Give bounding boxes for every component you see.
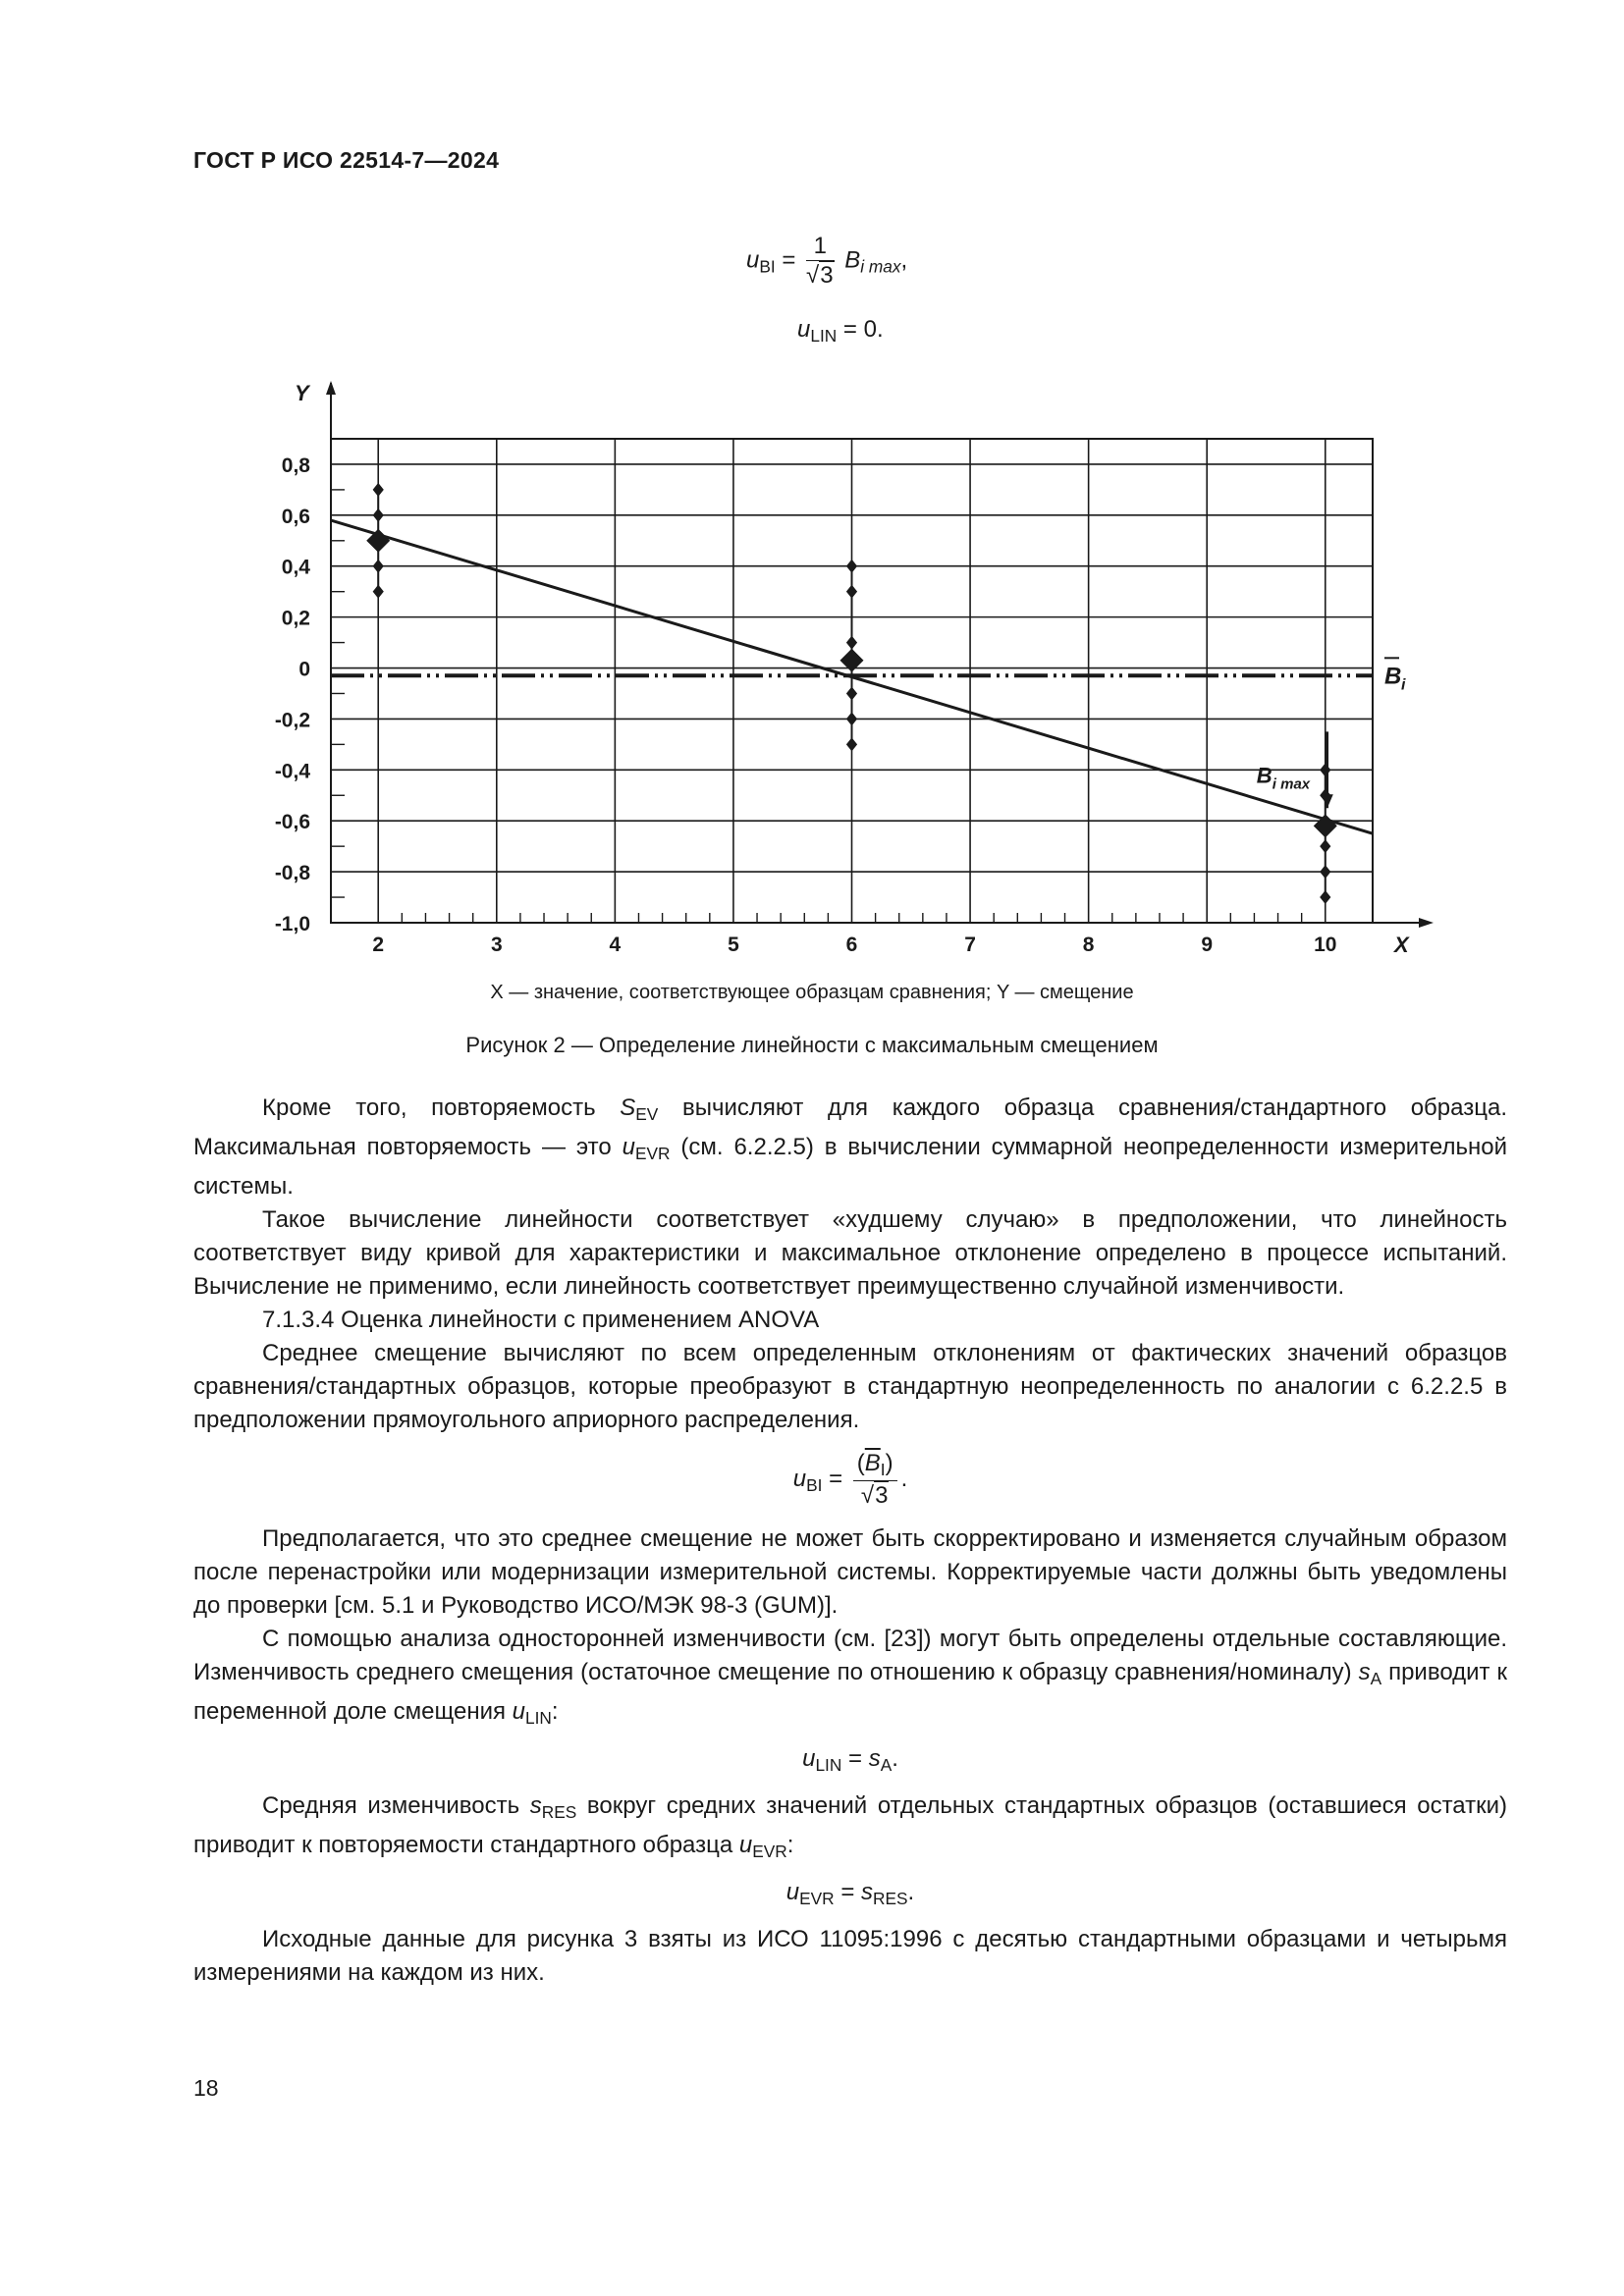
formula-eq: = — [782, 246, 796, 274]
y-tick-label: 0,2 — [281, 607, 310, 630]
y-axis-arrow — [326, 381, 336, 395]
linearity-chart — [0, 363, 1624, 972]
x-axis-label: X — [1394, 933, 1409, 957]
figure-title: Рисунок 2 — Определение линейности с максимальным смещением — [465, 1033, 1159, 1057]
paragraph-6: Средняя изменчивость $s_{RES}$ вокруг средних значений отдельных стандартных образцов (оставшиеся остатки) приводит к повторяемости стандартного образца $u_{EVR}$: — [193, 1792, 1507, 1862]
page-number: 18 — [193, 2075, 219, 2101]
x-tick-label: 5 — [728, 934, 739, 956]
data-point — [373, 585, 384, 599]
x-tick-label: 10 — [1314, 934, 1337, 956]
y-tick-label: -1,0 — [274, 913, 310, 935]
y-tick-label: -0,6 — [274, 811, 310, 834]
data-point — [846, 686, 857, 700]
data-point — [1320, 865, 1330, 879]
formula-ubi-max — [746, 234, 907, 290]
formula-lhs-sub: BI — [759, 256, 776, 277]
document-header: ГОСТ Р ИСО 22514-7—2024 — [193, 147, 500, 173]
max-bias-label: B — [1256, 763, 1272, 788]
y-tick-label: -0,8 — [274, 862, 310, 885]
formula-trail: , — [900, 246, 908, 274]
paragraph-2: Такое вычисление линейности соответствует «худшему случаю» в предположении, что линейность соответствует виду кривой для характеристики и максимальное отклонение определено в процессе испытаний. Вычисление не применимо, если линейность соответствует преимущественно случайной изменчивости. — [193, 1206, 1507, 1300]
x-tick-label: 7 — [964, 934, 976, 956]
y-tick-label: 0,4 — [281, 556, 310, 579]
formula-uevr-sres: $u_{EVR} = s_{RES}$. — [785, 1879, 915, 1909]
y-tick-label: -0,4 — [274, 760, 310, 783]
data-point — [846, 560, 857, 573]
data-point — [373, 483, 384, 497]
x-tick-label: 8 — [1082, 934, 1095, 956]
data-point — [1320, 890, 1330, 904]
y-tick-label: 0,8 — [281, 454, 310, 477]
formula2-var: u — [797, 316, 811, 343]
paragraph-1: Кроме того, повторяемость $S_{EV}$ вычисляют для каждого образца сравнения/стандартного образца. Максимальная повторяемость — это $u_{EVR}$ (см. 6.2.2.5) в вычислении суммарной неопределенности измерительной системы. — [193, 1095, 1507, 1200]
x-tick-label: 6 — [845, 934, 858, 956]
formula-lhs-var: u — [746, 246, 760, 274]
data-point — [1320, 763, 1330, 776]
x-tick-label: 2 — [372, 934, 385, 956]
data-point — [846, 712, 857, 725]
mean-bias-label-sub: i — [1401, 676, 1406, 694]
sqrt-symbol: √3 — [806, 262, 834, 290]
fraction-numerator: 1 — [806, 234, 835, 261]
paragraph-3: Среднее смещение вычисляют по всем определенным отклонениям от фактических значений образцов сравнения/стандартных образцов, которые преобразуют в стандартную неопределенность по аналогии с 6.2.2.5 в предположении прямоугольного априорного распределения. — [193, 1340, 1507, 1433]
data-point — [1320, 839, 1330, 853]
formula2-sub: LIN — [810, 326, 838, 346]
data-point — [846, 636, 857, 650]
formula-ubi-mean: $u_{BI}$ = $\frac{(\overline{B}_I)}{√3}$ . — [792, 1450, 908, 1509]
x-axis-arrow — [1419, 918, 1434, 928]
y-tick-label: -0,2 — [274, 709, 310, 732]
max-bias-arrowhead — [1322, 794, 1333, 808]
mean-fraction: $\frac{(\overline{B}_I)}{√3}$ — [853, 1451, 897, 1509]
body-text — [193, 1092, 1507, 1990]
paragraph-4: Предполагается, что это среднее смещение не может быть скорректировано и изменяется случайным образом после перенастройки или модернизации измерительной системы. Корректируемые части должны быть уведомлены до проверки [см. 5.1 и Руководство ИСО/МЭК 98-3 (GUM)]. — [193, 1525, 1507, 1620]
data-point — [846, 737, 857, 751]
data-point — [373, 560, 384, 573]
y-tick-label: 0,6 — [281, 505, 310, 528]
formula2-rhs: = 0. — [842, 316, 884, 343]
formula-rhs-sub: i max — [860, 256, 901, 277]
x-tick-label: 9 — [1201, 934, 1214, 956]
fraction-denominator — [806, 261, 835, 289]
x-tick-label: 4 — [609, 934, 622, 956]
y-axis-label: Y — [295, 381, 309, 405]
data-point — [373, 508, 384, 522]
formula-ulin-zero — [797, 316, 884, 347]
formula-ulin-sa: $u_{LIN} = s_A$. — [802, 1745, 898, 1776]
y-tick-label: 0 — [298, 658, 310, 681]
formula-rhs-var: B — [844, 246, 861, 274]
paragraph-5: С помощью анализа односторонней изменчивости (см. [23]) могут быть определены отдельные составляющие. Изменчивость среднего смещения (остаточное смещение по отношению к образцу сравнения/номиналу) $s_A$ приводит к переменной доле смещения $u_{LIN}$: — [193, 1626, 1507, 1729]
formula-fraction — [806, 234, 835, 290]
section-heading-7-1-3-4: 7.1.3.4 Оценка линейности с применением ANOVA — [262, 1307, 820, 1333]
max-bias-label-sub: i max — [1272, 775, 1311, 793]
paragraph-7: Исходные данные для рисунка 3 взяты из ИСО 11095:1996 с десятью стандартными образцами и четырьмя измерениями на каждом из них. — [193, 1926, 1507, 1987]
figure-note: X — значение, соответствующее образцам сравнения; Y — смещение — [490, 982, 1134, 1003]
x-tick-label: 3 — [490, 934, 503, 956]
mean-bias-label: B — [1384, 663, 1402, 690]
data-point — [846, 585, 857, 599]
